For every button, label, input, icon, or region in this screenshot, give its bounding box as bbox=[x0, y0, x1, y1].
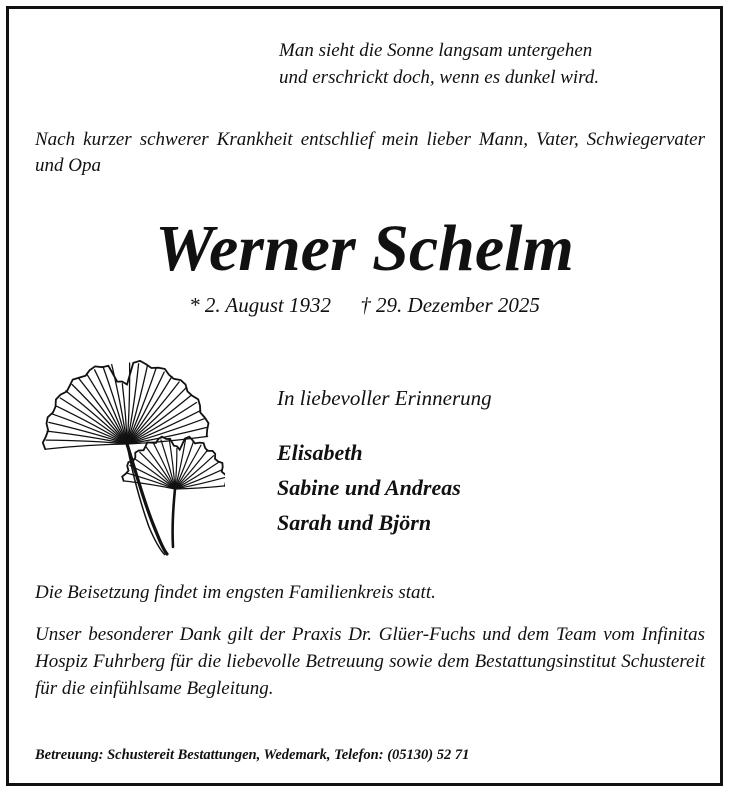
obituary-notice bbox=[6, 6, 723, 786]
funeral-home-contact: Betreuung: Schustereit Bestattungen, Wedemark, Telefon: (05130) 52 71 bbox=[35, 747, 470, 763]
mourner-name: Sabine und Andreas bbox=[277, 475, 461, 500]
motto-line-1: Man sieht die Sonne langsam untergehen bbox=[279, 40, 593, 61]
life-dates bbox=[9, 291, 720, 319]
birth-date: * 2. August 1932 bbox=[189, 293, 332, 317]
mourner-name: Sarah und Björn bbox=[277, 510, 432, 535]
mourners-list bbox=[277, 435, 461, 540]
thanks-text: Unser besonderer Dank gilt der Praxis Dr. Glüer-Fuchs und dem Team vom Infinitas Hospiz Fuhrberg für die liebevolle Betreuung sowie dem Bestattungsinstitut Schustereit für die einfühlsame Begleitung. bbox=[35, 624, 705, 699]
mourner-name: Elisabeth bbox=[277, 440, 363, 465]
intro-text: Nach kurzer schwerer Krankheit entschlief mein lieber Mann, Vater, Schwiegervater und Opa bbox=[35, 129, 705, 176]
burial-note: Die Beisetzung findet im engsten Familienkreis statt. bbox=[35, 582, 436, 603]
ginkgo-leaves-icon bbox=[35, 349, 225, 564]
death-date: † 29. Dezember 2025 bbox=[360, 293, 540, 317]
deceased-name: Werner Schelm bbox=[155, 212, 574, 285]
motto-line-2: und erschrickt doch, wenn es dunkel wird. bbox=[279, 67, 600, 88]
memory-line: In liebevoller Erinnerung bbox=[277, 386, 492, 410]
motto-quote bbox=[279, 37, 599, 91]
